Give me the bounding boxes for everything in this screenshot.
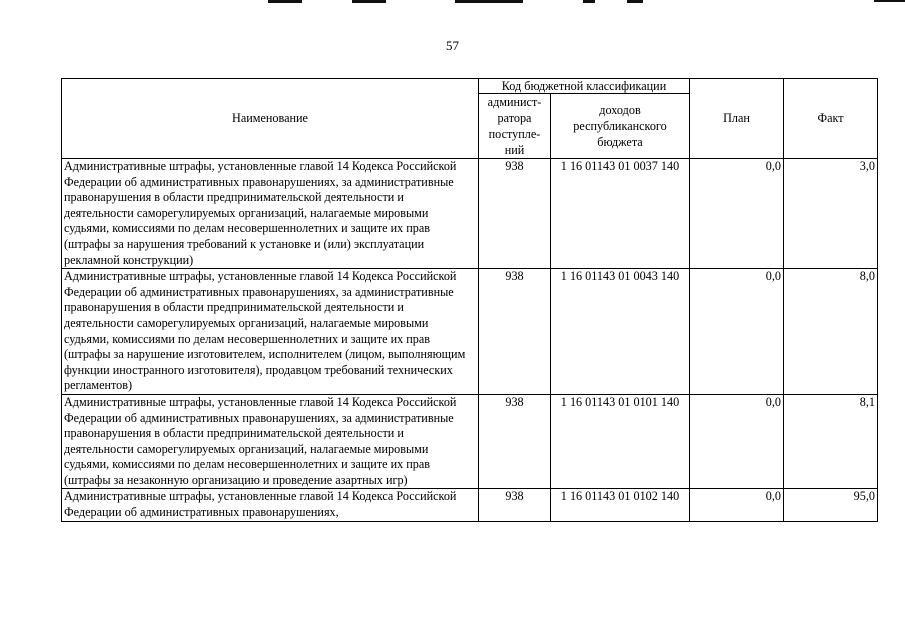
- table-row: [62, 269, 878, 395]
- row-admin-code: 938: [479, 159, 551, 269]
- row-fact: 95,0: [784, 489, 878, 521]
- row-income-code: 1 16 01143 01 0043 140: [551, 269, 690, 395]
- header-row-1: [62, 79, 878, 94]
- row-plan: 0,0: [690, 269, 784, 395]
- header-fact: Факт: [784, 79, 878, 159]
- page-bottom-blank: [0, 580, 905, 640]
- header-plan: План: [690, 79, 784, 159]
- header-name: Наименование: [62, 79, 479, 159]
- row-plan: 0,0: [690, 159, 784, 269]
- page-number: 57: [446, 38, 459, 53]
- row-name: Административные штрафы, установленные главой 14 Кодекса Российской Федерации об административных правонарушениях, за административные правонарушения в области предпринимательской деятельности и деятельности саморегулируемых организаций, налагаемые мировыми судьями, комиссиями по делам несовершеннолетних и защите их прав (штрафы за нарушения требований к установке и (или) эксплуатации рекламной конструкции): [62, 159, 479, 269]
- header-admin: админист- ратора поступле- ний: [479, 94, 551, 159]
- row-fact: 8,1: [784, 394, 878, 489]
- header-income: доходов республиканского бюджета: [551, 94, 690, 159]
- row-income-code: 1 16 01143 01 0102 140: [551, 489, 690, 521]
- row-fact: 8,0: [784, 269, 878, 395]
- table-row: [62, 159, 878, 269]
- table-row: [62, 394, 878, 489]
- row-admin-code: 938: [479, 489, 551, 521]
- row-name: Административные штрафы, установленные главой 14 Кодекса Российской Федерации об административных правонарушениях, за административные правонарушения в области предпринимательской деятельности и деятельности саморегулируемых организаций, налагаемые мировыми судьями, комиссиями по делам несовершеннолетних и защите их прав (штрафы за нарушение изготовителем, исполнителем (лицом, выполняющим функции иностранного изготовителя), продавцом требований технических регламентов): [62, 269, 479, 395]
- row-fact: 3,0: [784, 159, 878, 269]
- row-plan: 0,0: [690, 394, 784, 489]
- row-name: Административные штрафы, установленные главой 14 Кодекса Российской Федерации об административных правонарушениях, за административные правонарушения в области предпринимательской деятельности и деятельности саморегулируемых организаций, налагаемые мировыми судьями, комиссиями по делам несовершеннолетних и защите их прав (штрафы за незаконную организацию и проведение азартных игр): [62, 394, 479, 489]
- row-admin-code: 938: [479, 394, 551, 489]
- row-plan: 0,0: [690, 489, 784, 521]
- table-row: [62, 489, 878, 521]
- row-admin-code: 938: [479, 269, 551, 395]
- row-income-code: 1 16 01143 01 0037 140: [551, 159, 690, 269]
- budget-table: [61, 78, 878, 522]
- header-code-group: Код бюджетной классификации: [479, 79, 690, 94]
- row-name: Административные штрафы, установленные главой 14 Кодекса Российской Федерации об административных правонарушениях,: [62, 489, 479, 521]
- row-income-code: 1 16 01143 01 0101 140: [551, 394, 690, 489]
- top-edge-marks: [0, 0, 905, 6]
